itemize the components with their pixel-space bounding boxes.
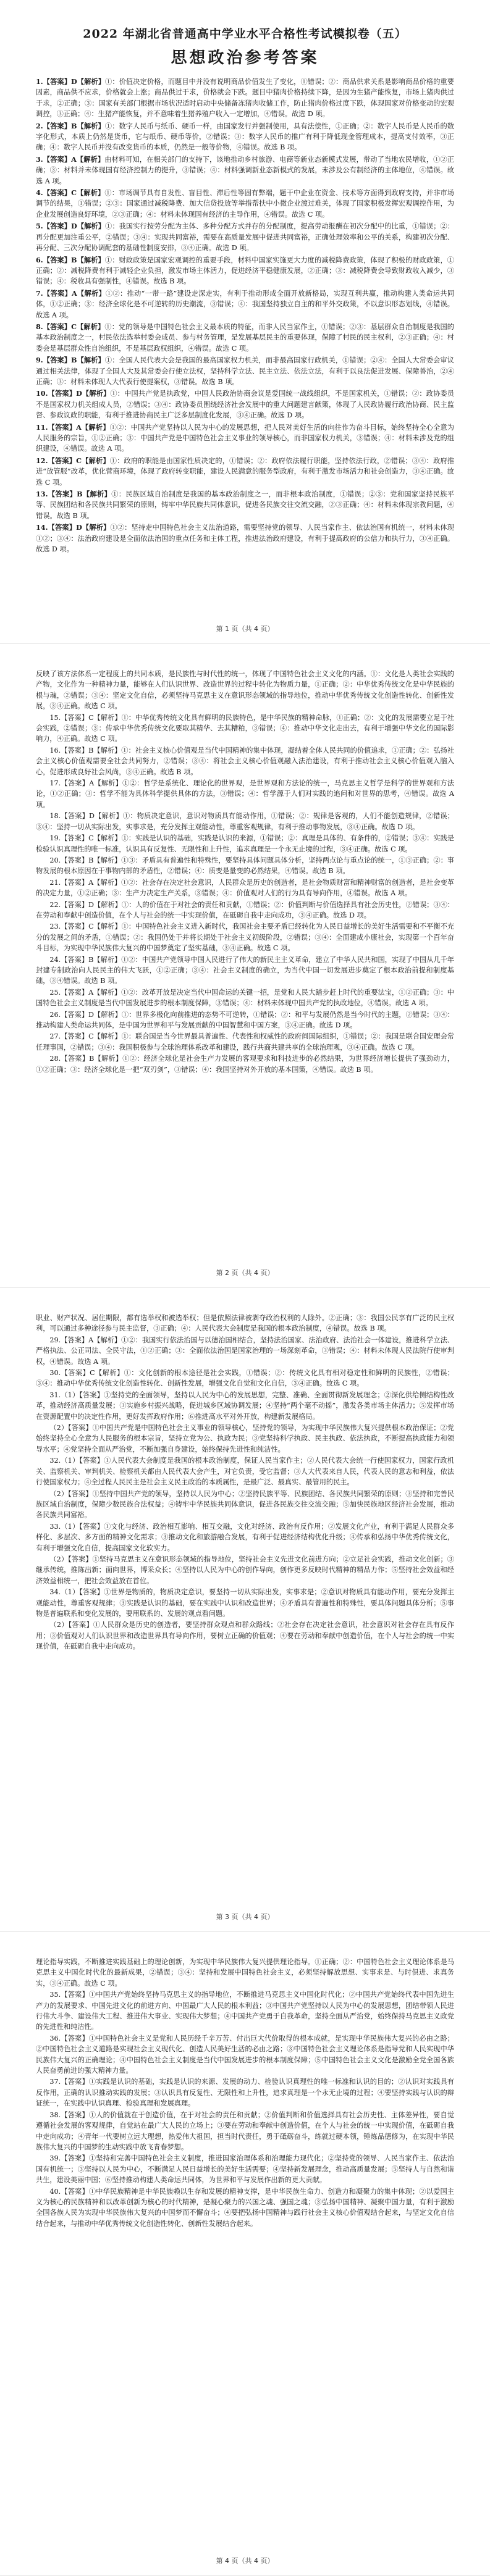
answer-paragraph: 37.【答案】①实践是认识的基础，实践是认识的来源、发展的动力、检验认识真理性的唯一标准和认识的目的；②认识对实践具有反作用，正确的认识推动实践的发展；③认识具有反复性、无限性和上升性，追求真理是一个永无止境的过程；④要坚持实践与认识的辩证统一，在实践中认识真理、检验真理和发展真理。 [36,2078,454,2108]
answer-paragraph: 理论指导实践，不断推进实践基础上的理论创新，为实现中华民族伟大复兴提供理论指导。①正确；②：中国特色社会主义理论体系是马克思主义中国化时代化的最新成果，②错误；③④：坚持和发展中国特色社会主义，必须坚持解放思想、实事求是、与时俱进、求真务实，③④正确。故选 C 项。 [36,1958,454,1988]
answer-explanation: ①：政府的职能是由国家性质决定的，①错误；②：政府依法履行职能，坚持依法行政，②错误；③④：政府推进“放管服”改革，优化营商环境，体现了政府转变职能，建设人民满意的服务型政府，有利于激发市场活力和社会创造力，③④正确。故选 C 项。 [36,456,454,487]
answer-paragraph: 34.（1）【答案】①世界是物质的，物质决定意识，要坚持一切从实际出发，实事求是；②意识对物质具有能动作用，要充分发挥主观能动性，尊重客观规律；③实践是认识的基础，要在实践中认识和改造世界；④矛盾具有普遍性和特殊性，要具体问题具体分析；⑤事物是普遍联系和变化发展的，要用联系的、发展的观点看问题。 [36,1588,454,1618]
answer-explanation: ①②：推动“一带一路”建设走深走实，有利于推动形成全面开放新格局，实现互利共赢，推动构建人类命运共同体，①②正确；③：经济全球化是不可逆转的历史潮流，③错误；④：我国坚持独立自主的和平外交政策，不以意识形态划线，④错误。故选 A 项。 [36,289,454,319]
answer-tag: 【答案】A【解析】 [43,154,105,164]
answer-tag: 【答案】B【解析】 [43,255,105,264]
answer-paragraph: 反映了该方法体系一定程度上的共同本质，是民族性与时代性的统一，体现了中国特色社会主义文化的内涵。①：文化是人类社会实践的产物，文化作为一种精神力量，能够在人们认识世界、改造世界的过程中转化为物质力量，①正确；②：中华优秀传统文化是中华民族的根与魂，②错误；③④：坚定文化自信，必须坚持马克思主义在意识形态领域的指导地位，推动中华优秀传统文化创造性转化、创新性发展，③④正确。故选 C 项。 [36,670,454,711]
answer-explanation: ①：民族区域自治制度是我国的基本政治制度之一，而非根本政治制度，①错误；②③：党和国家坚持民族平等、民族团结和各民族共同繁荣的原则，铸牢中华民族共同体意识，促进各民族交往交流交融，②③正确；④：材料未体现宗教问题，④错误。故选 B 项。 [36,490,454,520]
answer-tag: 【答案】D【解析】 [48,389,111,398]
answer-item [36,255,454,287]
answer-paragraph: 24.【答案】B【解析】①②：中国共产党领导中国人民进行了伟大的新民主主义革命，建立了中华人民共和国，实现了中国从几千年封建专制政治向人民民主的伟大飞跃，①②正确；③④：社会主义制度的确立，为当代中国一切发展进步奠定了根本政治前提和制度基础，③④错误。故选 B 项。 [36,955,454,985]
answer-tag: 【答案】D【解析】 [43,222,106,231]
answer-paragraph: （2）【答案】①坚持马克思主义在意识形态领域的指导地位，坚持社会主义先进文化前进方向；②立足社会实践，推动文化创新；③继承传统，推陈出新；面向世界，博采众长；④坚持以人民为中心的创作导向，创作更多反映时代精神的精品力作；⑤坚持社会效益和经济效益相统一，把社会效益放在首位。 [36,1555,454,1585]
answer-tag: 【答案】A【解析】 [43,288,106,298]
answer-paragraph: 27.【答案】C【解析】①：联合国是当今世界最具普遍性、代表性和权威性的政府间国际组织，①错误；②：我国是联合国安理会常任理事国，②错误；③④：我国积极参与全球治理体系改革和建设，践行共商共建共享的全球治理观，③④正确。故选 C 项。 [36,1032,454,1052]
answer-paragraph: 29.【答案】A【解析】①②：我国实行依法治国与以德治国相结合，坚持法治国家、法治政府、法治社会一体建设，推进科学立法、严格执法、公正司法、全民守法，①②正确；③：全面依法治国是国家治理的一场深刻革命，③错误；④：材料未体现人民法院行使审判权，④错误。故选 A 项。 [36,1336,454,1366]
answer-paragraph: （2）【答案】①中国共产党是中国特色社会主义事业的领导核心，坚持党的领导，为实现中华民族伟大复兴提供根本政治保证；②党始终坚持全心全意为人民服务的根本宗旨，坚持立党为公、执政为民；③党坚持科学执政、民主执政、依法执政，不断提高执政能力和领导水平；④党坚持全面从严治党，不断加强自身建设，始终保持先进性和纯洁性。 [36,1424,454,1453]
question-number: 9. [36,356,43,365]
answer-paragraph: 16.【答案】B【解析】①：社会主义核心价值观是当代中国精神的集中体现，凝结着全体人民共同的价值追求，①正确；②：弘扬社会主义核心价值观需要全社会共同努力，②错误；③④：将社会主义核心价值观融入法治建设，有利于推动社会主义核心价值观入脑入心，促进形成良好社会风尚，③④正确。故选 B 项。 [36,746,454,776]
answer-explanation: ①②：中国共产党坚持以人民为中心的发展思想，把人民对美好生活的向往作为奋斗目标，始终坚持全心全意为人民服务的宗旨，①②正确；③：中国共产党是中国特色社会主义事业的领导核心，而非国家权力机关，③错误；④：材料未涉及党的组织建设，④错误。故选 A 项。 [36,423,454,453]
answer-paragraph: 17.【答案】A【解析】①②：哲学是系统化、理论化的世界观，是世界观和方法论的统一，马克思主义哲学是科学的世界观和方法论，①②正确；③：哲学不能为具体科学提供具体的方法，③错误；④：哲学源于人们对实践的追问和对世界的思考，④错误。故选 A 项。 [36,779,454,809]
page-footer: 第 3 页（共 4 页） [216,1913,274,1921]
question-number: 11. [36,422,48,432]
question-number: 8. [36,322,43,331]
answer-text-block [36,1957,454,2229]
answer-paragraph: 39.【答案】①坚持和完善中国特色社会主义制度，推进国家治理体系和治理能力现代化；②坚持党的领导、人民当家作主、依法治国有机统一；③坚持以人民为中心，不断满足人民日益增长的美好生活需要；④坚持新发展理念，推动高质量发展；⑤坚持人与自然和谐共生，建设美丽中国；⑥坚持推动构建人类命运共同体，为世界和平与发展作出新的更大贡献。 [36,2154,454,2185]
answer-page-4 [0,1932,490,2576]
answer-paragraph: 20.【答案】B【解析】①③：矛盾具有普遍性和特殊性，要坚持具体问题具体分析，坚持两点论与重点论的统一，①③正确；②：事物发展的根本原因在于事物内部的矛盾性，②错误；④：质变是量变的必然结果，④错误。故选 B 项。 [36,856,454,876]
document-subtitle: 思想政治参考答案 [171,49,319,67]
question-number: 14. [36,523,48,532]
answer-paragraph: 22.【答案】D【解析】①：人的价值在于对社会的责任和贡献，①错误；②：价值判断与价值选择具有社会历史性，②错误；③④：在劳动和奉献中创造价值，在个人与社会的统一中实现价值，在砥砺自我中走向成功，③④正确。故选 D 项。 [36,900,454,919]
answer-tag: 【答案】D【解析】 [48,523,111,532]
answer-item [36,388,454,420]
question-number: 5. [36,222,43,231]
answer-item [36,188,454,220]
answer-explanation: ①：价值决定价格，而题目中并没有说明商品价值发生了变化，①错误；②：商品供求关系是影响商品价格的重要因素，商品供不应求，价格就会上涨；商品供过于求，价格就会下跌。题目中猪肉价格持续下降，是因为生猪产能恢复，市场上猪肉供过于求，②正确；③：国家有关部门根据市场状况适时启动中央储备冻猪肉收储工作，防止猪肉价格过度下跌，体现国家对价格变动的宏观调控，③正确；④：生猪产能恢复，并不意味着生猪养殖户收入一定增加，④错误。故选 D 项。 [36,78,454,119]
question-number: 10. [36,389,48,398]
answer-list [36,77,454,554]
answer-paragraph: 18.【答案】D【解析】①：物质决定意识，意识对物质具有能动作用，①错误；②：规律是客观的，人们不能创造规律，②错误；③④：坚持一切从实际出发，实事求是，充分发挥主观能动性，尊重客观规律，有利于推动事物发展，③④正确。故选 D 项。 [36,812,454,831]
question-number: 3. [36,154,43,164]
page-footer: 第 1 页（共 4 页） [216,625,274,633]
question-number: 12. [36,456,48,465]
answer-item [36,522,454,554]
answer-paragraph: 38.【答案】①人的价值就在于创造价值，在于对社会的责任和贡献；②价值判断和价值选择具有社会历史性、主体差异性，要自觉遵循社会发展的客观规律，自觉站在最广大人民的立场上；③要在劳动和奉献中创造价值，在个人与社会的统一中实现价值，在砥砺自我中走向成功；④青年一代要树立远大理想，热爱伟大祖国，担当时代责任，勇于砥砺奋斗，练就过硬本领，锤炼品德修为，在实现中华民族伟大复兴的中国梦的生动实践中放飞青春梦想。 [36,2110,454,2151]
answer-paragraph: 19.【答案】C【解析】①：实践是认识的基础，实践是认识的来源，①错误；②：真理是具体的、有条件的，②错误；③④：实践是检验认识真理性的唯一标准，认识具有反复性、无限性和上升性，追求真理是一个永无止境的过程，③④正确。故选 C 项。 [36,834,454,853]
answer-paragraph: 21.【答案】A【解析】①②：社会存在决定社会意识，人民群众是历史的创造者，是社会物质财富和精神财富的创造者，是社会变革的决定力量，①②正确；③：生产力决定生产关系，③错误；④：价值观对人们的行为具有导向作用，④错误。故选 A 项。 [36,878,454,898]
question-number: 2. [36,121,43,130]
answer-explanation: ①：财政政策是国家宏观调控的重要手段，材料中国家实施更大力度的减税降费政策，体现了积极的财政政策，①正确；②：减税降费有利于减轻企业负担，激发市场主体活力，促进经济平稳健康发展，②正确；③：减税降费会导致财政收入减少，③错误；④：税收具有强制性，④错误。故选 B 项。 [36,256,454,286]
answer-item [36,355,454,387]
answer-paragraph: （2）【答案】①坚持中国共产党的领导，坚持以人民为中心；②坚持民族平等、民族团结、各民族共同繁荣的原则；③坚持和完善民族区域自治制度，保障少数民族合法权益；④铸牢中华民族共同体意识，促进各民族交往交流交融；⑤加快民族地区经济社会发展，推动各民族共同富裕。 [36,1489,454,1520]
answer-paragraph: 15.【答案】C【解析】①：中华优秀传统文化具有鲜明的民族特色，是中华民族的精神命脉，①正确；②：文化的发展需要立足于社会实践，②错误；③：传承中华优秀传统文化要取其精华、去其糟粕，③错误；④：推动中华文化走出去，有利于增强中华文化的国际影响力，④正确。故选 C 项。 [36,713,454,743]
answer-tag: 【答案】B【解析】 [43,121,105,130]
answer-paragraph: （2）【答案】①人民群众是历史的创造者，要坚持群众观点和群众路线；②社会存在决定社会意识，社会意识对社会存在具有反作用；③价值观对人们认识世界和改造世界具有导向作用，要树立正确的价值观；④要在劳动和奉献中创造价值，在个人与社会的统一中实现价值，在砥砺自我中走向成功。 [36,1621,454,1651]
answer-tag: 【答案】D【解析】 [43,77,106,86]
answer-explanation: ①：党的领导是中国特色社会主义最本质的特征，而非人民当家作主，①错误；②③：基层群众自治制度是我国的基本政治制度之一，村民依法选举村委会成员、参与村务管理，是发展基层民主的重要体现，保障了村民的民主权利，②③正确；④：村委会是基层群众性自治组织，不是基层政权组织，④错误。故选 C 项。 [36,322,454,353]
answer-paragraph: 32.（1）【答案】①人民代表大会制度是我国的根本政治制度，保证人民当家作主；②人民代表大会统一行使国家权力，国家行政机关、监察机关、审判机关、检察机关都由人民代表大会产生，对它负责，受它监督；③人大代表来自人民，代表人民的意志和利益，依法行使国家权力；④全过程人民民主是社会主义民主政治的本质属性，是最广泛、最真实、最管用的民主。 [36,1457,454,1487]
answer-tag: 【答案】C【解析】 [43,322,105,331]
answer-item [36,422,454,454]
answer-item [36,489,454,521]
answer-explanation: 由材料可知，在相关部门的支持下，该地推动乡村旅游、电商等新业态新模式发展，带动了当地农民增收，①②正确；③：材料并未体现国有经济控制力的提升，③错误；④：材料强调新业态新模式的发展，未涉及公有制经济的主体地位，④错误。故选 A 项。 [36,155,454,185]
answer-explanation: ①：我国实行按劳分配为主体、多种分配方式并存的分配制度，提高劳动报酬在初次分配中的比重，①错误；②：再分配更加注重公平，②错误；③④：实现共同富裕，需要在高质量发展中促进共同富裕，正确处理效率和公平的关系，构建初次分配、再分配、三次分配协调配套的基础性制度安排，③④正确。故选 D 项。 [36,222,454,253]
answer-paragraph: 30.【答案】C【解析】①：文化创新的根本途径是社会实践，①错误；②：传统文化具有相对稳定性和鲜明的民族性，②错误；③④：推动中华优秀传统文化创造性转化、创新性发展，增强文化自觉和文化自信，③④正确。故选 C 项。 [36,1369,454,1388]
document-title: 2022 年湖北省普通高中学业水平合格性考试模拟卷（五） [83,27,407,41]
answer-explanation: ①：中国共产党是执政党，中国人民政治协商会议是爱国统一战线组织，不是国家机关，①错误；②：政协委员不是国家权力机关组成人员，②错误；③④：政协委员围绕经济社会发展中的重大问题建言献策，体现了人民政协履行政治协商、民主监督、参政议政的职能，有利于推进协商民主广泛多层制度化发展，③④正确。故选 D 项。 [36,390,454,420]
page-footer: 第 2 页（共 4 页） [216,1269,274,1277]
question-number: 1. [36,77,43,86]
answer-paragraph: 23.【答案】C【解析】①：中国特色社会主义进入新时代，我国社会主要矛盾已经转化为人民日益增长的美好生活需要和不平衡不充分的发展之间的矛盾，①错误；②：我国仍处于并将长期处于社会主义初级阶段，②错误；③④：全面建成小康社会，实现第一个百年奋斗目标，为实现中华民族伟大复兴的中国梦奠定了坚实基础，③④正确。故选 C 项。 [36,922,454,953]
answer-paragraph: 26.【答案】D【解析】①：世界多极化向前推进的态势不可逆转，①错误；②：和平与发展仍然是当今时代的主题，②错误；③④：推动构建人类命运共同体，是中国为世界和平与发展贡献的中国智慧和中国方案，③④正确。故选 D 项。 [36,1010,454,1029]
answer-item [36,121,454,153]
answer-explanation: ①：数字人民币与纸币、硬币一样，由国家发行并强制使用，具有法偿性，①正确；②：数字人民币是人民币的数字化形式，本质上仍然是货币，它与纸币、硬币等价，②错误；③：数字人民币的推广有利于降低现金管理成本，提高支付效率，③正确；④：数字人民币并没有改变货币的本质，仍然是一般等价物，④错误。故选 B 项。 [36,122,454,152]
question-number: 4. [36,188,43,198]
answer-item [36,154,454,186]
answer-text-block [36,1313,454,1652]
answer-explanation: ①：全国人民代表大会是我国的最高国家权力机关，而非最高国家行政机关，①错误；②④：全国人大常委会审议通过相关法律，体现了全国人大及其常委会行使立法权，坚持科学立法、民主立法、依法立法，有利于以良法促进发展、保障善治，②④正确；③：材料未体现人大代表行使提案权，③错误。故选 B 项。 [36,356,454,386]
answer-paragraph: 职业、财产状况、居住期限，都有选举权和被选举权；但是依照法律被剥夺政治权利的人除外。②正确；③：我国公民享有广泛的民主权利，可以通过多种途径参与民主监督，③正确；④：人民代表大会制度是我国的根本政治制度，④错误。故选 B 项。 [36,1314,454,1333]
answer-paragraph: 28.【答案】B【解析】①②：经济全球化是社会生产力发展的客观要求和科技进步的必然结果，为世界经济增长提供了强劲动力，①②正确；③：经济全球化是一把“双刃剑”，③错误；④：我国坚持对外开放的基本国策，④错误。故选 B 项。 [36,1055,454,1074]
answer-item [36,322,454,354]
answer-tag: 【答案】B【解析】 [48,490,112,499]
answer-tag: 【答案】C【解析】 [48,456,110,465]
question-number: 13. [36,490,48,499]
answer-explanation: ①：市场调节具有自发性、盲目性、滞后性等固有弊端，题干中企业在资金、技术等方面得到政府支持，并非市场调节的结果，①错误；②③：国家通过减税降费、加大信贷投放等举措帮扶中小微企业渡过难关，体现了国家积极发挥宏观调控作用，为企业发展创造良好环境，②③正确；④：材料未体现国有经济的主导作用，④错误。故选 C 项。 [36,189,454,219]
answer-tag: 【答案】A【解析】 [48,422,110,432]
answer-page-1 [0,0,490,644]
answer-tag: 【答案】B【解析】 [43,356,105,365]
answer-page-2 [0,644,490,1288]
answer-paragraph: 35.【答案】①中国共产党始终坚持马克思主义的指导地位，不断推进马克思主义中国化时代化；②中国共产党始终代表中国先进生产力的发展要求、中国先进文化的前进方向、中国最广大人民的根本利益；③中国共产党坚持以人民为中心的发展思想，团结带领人民进行伟大斗争、建设伟大工程、推进伟大事业、实现伟大梦想；④中国共产党勇于自我革命，坚持全面从严治党，始终保持马克思主义政党的先进性和纯洁性。 [36,1991,454,2031]
answer-paragraph: 25.【答案】A【解析】①②：改革开放是决定当代中国命运的关键一招，是党和人民大踏步赶上时代的重要法宝，①②正确；③：中国特色社会主义制度是当代中国发展进步的根本制度保障，③错误；④：材料未体现中国共产党的执政地位，④错误。故选 A 项。 [36,988,454,1008]
answer-paragraph: 36.【答案】①中国特色社会主义是党和人民历经千辛万苦、付出巨大代价取得的根本成就，是实现中华民族伟大复兴的必由之路；②中国特色社会主义道路是实现社会主义现代化、创造人民美好生活的必由之路；③中国特色社会主义理论体系是指导党和人民实现中华民族伟大复兴的正确理论；④中国特色社会主义制度是当代中国发展进步的根本制度保障；⑤中国特色社会主义文化是激励全党全国各族人民奋勇前进的强大精神力量。 [36,2034,454,2075]
answer-tag: 【答案】C【解析】 [43,188,105,198]
answer-explanation: ①②：坚持走中国特色社会主义法治道路，需要坚持党的领导、人民当家作主、依法治国有机统一，材料未体现①②；③④：法治政府建设是全面依法治国的重点任务和主体工程，推进法治政府建设，有利于提高政府的公信力和执行力，③④正确。故选 D 项。 [36,524,454,554]
answer-text-block [36,669,454,1075]
answer-paragraph: 33.（1）【答案】①文化与经济、政治相互影响、相互交融，文化对经济、政治有反作用；②发展文化产业，有利于满足人民群众多样化、多层次、多方面的精神文化需求；③推动文化和旅游融合发展，有利于促进经济结构优化升级；④传承和弘扬中华优秀传统文化，有利于增强文化自信，提高国家文化软实力。 [36,1522,454,1552]
page-footer: 第 4 页（共 4 页） [216,2557,274,2565]
answer-item [36,456,454,488]
answer-page-3 [0,1288,490,1932]
question-number: 7. [36,288,43,298]
answer-item [36,77,454,120]
answer-item [36,288,454,320]
answer-paragraph: 40.【答案】①中华民族精神是中华民族赖以生存和发展的精神支撑，是中华民族生命力、创造力和凝聚力的集中体现；②以爱国主义为核心的民族精神和以改革创新为核心的时代精神，是凝心聚力的兴国之魂、强国之魂；③弘扬中国精神、凝聚中国力量，有利于激励全国各族人民为实现中华民族伟大复兴的中国梦而不懈奋斗；④要把弘扬中国精神与践行社会主义核心价值观结合起来，与坚定文化自信结合起来，与推动中华优秀传统文化创造性转化、创新性发展结合起来。 [36,2187,454,2228]
answer-paragraph: 31.（1）【答案】①坚持党的全面领导，坚持以人民为中心的发展思想，完整、准确、全面贯彻新发展理念；②深化供给侧结构性改革，推动经济高质量发展；③实施乡村振兴战略，促进城乡区域协调发展；④坚持“两个毫不动摇”，激发各类市场主体活力；⑤发挥市场在资源配置中的决定性作用，更好发挥政府作用；⑥推进高水平对外开放，构建新发展格局。 [36,1390,454,1421]
answer-item [36,221,454,253]
question-number: 6. [36,255,43,264]
